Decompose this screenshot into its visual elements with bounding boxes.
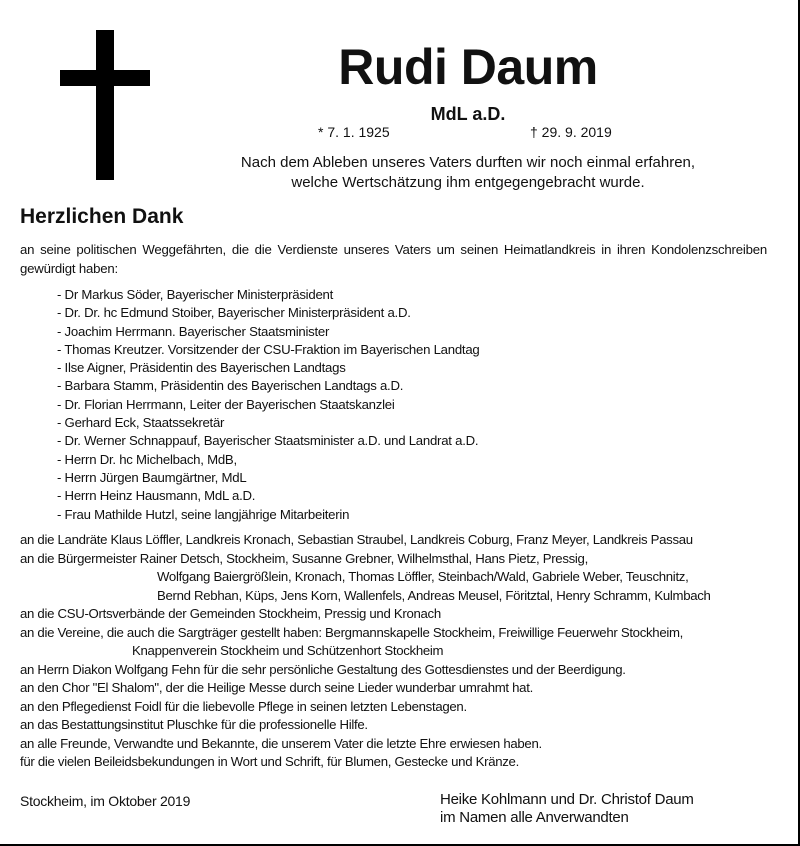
list-item: - Ilse Aigner, Präsidentin des Bayerischen Landtags — [57, 360, 346, 376]
list-item: - Herrn Heinz Hausmann, MdL a.D. — [57, 488, 256, 504]
lead-paragraph: an seine politischen Weggefährten, die die Verdienste unseres Vaters um seinen Heimatlandkreis in ihren Kondolenzschreiben gewürdigt haben: — [20, 242, 767, 276]
list-item: - Herrn Dr. hc Michelbach, MdB, — [57, 451, 237, 467]
signers: Heike Kohlmann und Dr. Christof Daum — [440, 791, 694, 808]
thanks-list — [20, 531, 711, 772]
place-date: Stockheim, im Oktober 2019 — [20, 793, 191, 809]
list-item: - Dr. Dr. hc Edmund Stoiber, Bayerischer Ministerpräsident a.D. — [57, 305, 411, 321]
intro-line-1: Nach dem Ableben unseres Vaters durften wir noch einmal erfahren, — [240, 154, 696, 171]
intro-line-2: welche Wertschätzung ihm entgegengebracht wurde. — [291, 174, 645, 191]
thanks-line: an alle Freunde, Verwandte und Bekannte, die unserem Vater die letzte Ehre erwiesen haben. — [20, 735, 542, 751]
heading: Herzlichen Dank — [20, 205, 184, 228]
list-item: - Herrn Jürgen Baumgärtner, MdL — [57, 469, 247, 485]
thanks-line: an das Bestattungsinstitut Pluschke für die professionelle Hilfe. — [20, 717, 368, 732]
thanks-line: an die Vereine, die auch die Sargträger gestellt haben: Bergmannskapelle Stockheim, Freiwillige Feuerwehr Stockheim, — [20, 624, 684, 640]
thanks-line: Knappenverein Stockheim und Schützenhort Stockheim — [132, 643, 444, 658]
thanks-line: Wolfgang Baiergrößlein, Kronach, Thomas Löffler, Steinbach/Wald, Gabriele Weber, Teuschnitz, — [157, 569, 689, 584]
list-item: - Gerhard Eck, Staatssekretär — [57, 415, 225, 431]
thanks-line: Bernd Rebhan, Küps, Jens Korn, Wallenfels, Andreas Meusel, Föritztal, Henry Schramm, Kulmbach — [157, 587, 711, 603]
thanks-line: an Herrn Diakon Wolfgang Fehn für die sehr persönliche Gestaltung des Gottesdienstes und der Beerdigung. — [20, 661, 626, 677]
signers-sub: im Namen alle Anverwandten — [440, 809, 629, 826]
thanks-line: an den Chor "El Shalom", der die Heilige Messe durch seine Lieder wunderbar umrahmt hat. — [20, 680, 533, 695]
list-item: - Dr Markus Söder, Bayerischer Ministerpräsident — [57, 287, 334, 302]
thanks-line: an die Landräte Klaus Löffler, Landkreis Kronach, Sebastian Straubel, Landkreis Coburg, Franz Meyer, Landkreis Passau — [20, 532, 693, 547]
birth-date: * 7. 1. 1925 — [318, 124, 390, 140]
thanks-line: an die CSU-Ortsverbände der Gemeinden Stockheim, Pressig und Kronach — [20, 606, 441, 621]
list-item: - Thomas Kreutzer. Vorsitzender der CSU-Fraktion im Bayerischen Landtag — [57, 341, 480, 357]
deceased-title: MdL a.D. — [430, 104, 506, 124]
list-item: - Frau Mathilde Hutzl, seine langjährige Mitarbeiterin — [57, 506, 350, 522]
death-date: † 29. 9. 2019 — [530, 124, 612, 140]
list-item: - Dr. Werner Schnappauf, Bayerischer Staatsminister a.D. und Landrat a.D. — [57, 433, 479, 449]
condolence-list — [57, 286, 480, 524]
list-item: - Joachim Herrmann. Bayerischer Staatsminister — [57, 323, 330, 339]
thanks-line: für die vielen Beileidsbekundungen in Wort und Schrift, für Blumen, Gestecke und Kränze. — [20, 754, 519, 769]
list-item: - Dr. Florian Herrmann, Leiter der Bayerischen Staatskanzlei — [57, 396, 395, 412]
deceased-name: Rudi Daum — [338, 39, 598, 95]
thanks-line: an die Bürgermeister Rainer Detsch, Stockheim, Susanne Grebner, Wilhelmsthal, Hans Pietz, Pressig, — [20, 550, 588, 566]
list-item: - Barbara Stamm, Präsidentin des Bayerischen Landtags a.D. — [57, 378, 404, 394]
thanks-line: an den Pflegedienst Foidl für die liebevolle Pflege in seinen letzten Lebenstagen. — [20, 698, 467, 714]
